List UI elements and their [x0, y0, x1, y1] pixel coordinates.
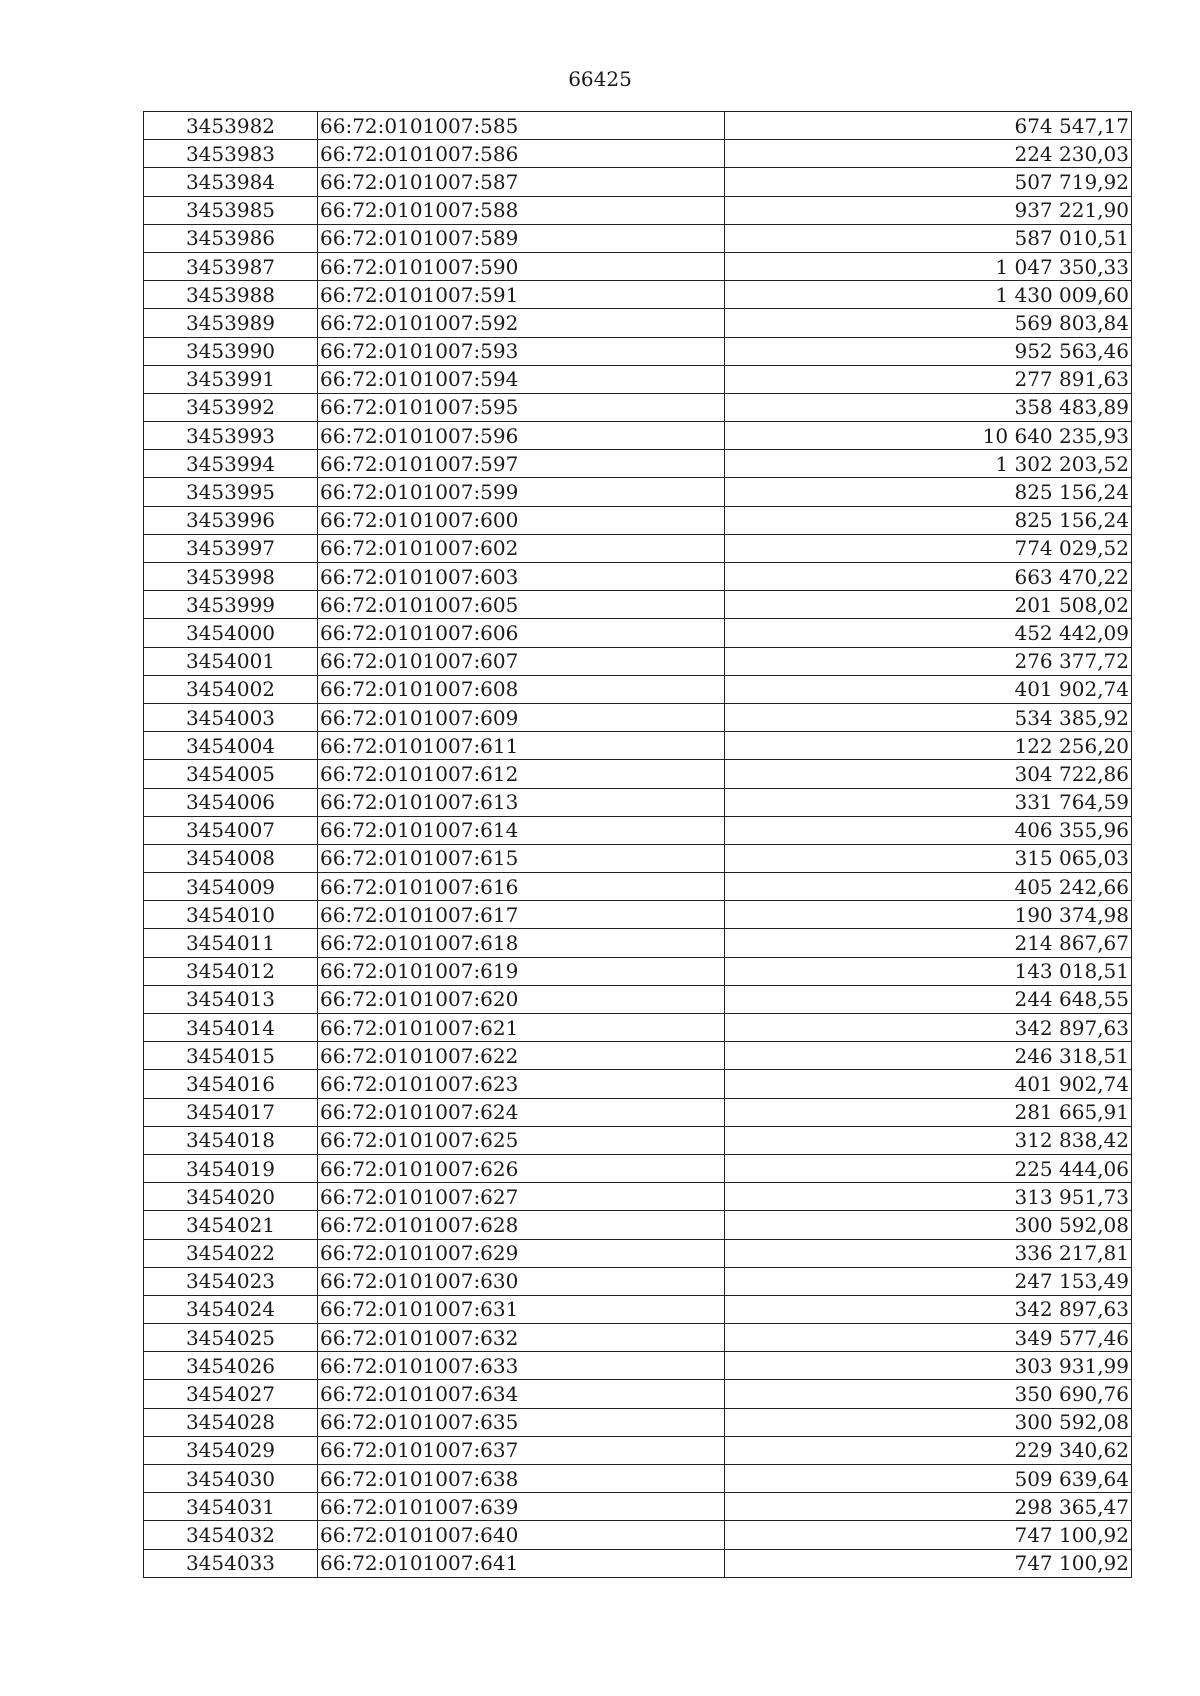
- table-body: [144, 112, 1132, 1578]
- record-number-cell: 3454017: [144, 1098, 318, 1126]
- record-number-cell: 3454008: [144, 844, 318, 872]
- cadastral-number-cell: 66:72:0101007:606: [318, 619, 725, 647]
- cadastral-number-cell: 66:72:0101007:640: [318, 1521, 725, 1549]
- record-number-cell: 3454009: [144, 873, 318, 901]
- cadastral-number-cell: 66:72:0101007:639: [318, 1493, 725, 1521]
- cadastral-value-cell: 663 470,22: [725, 563, 1132, 591]
- cadastral-value-cell: 406 355,96: [725, 816, 1132, 844]
- cadastral-number-cell: 66:72:0101007:633: [318, 1352, 725, 1380]
- table-row: [144, 1183, 1132, 1211]
- cadastral-value-cell: 509 639,64: [725, 1465, 1132, 1493]
- cadastral-number-cell: 66:72:0101007:629: [318, 1239, 725, 1267]
- record-number-cell: 3454011: [144, 929, 318, 957]
- record-number-cell: 3453991: [144, 365, 318, 393]
- cadastral-value-cell: 304 722,86: [725, 760, 1132, 788]
- cadastral-value-cell: 224 230,03: [725, 140, 1132, 168]
- cadastral-value-cell: 313 951,73: [725, 1183, 1132, 1211]
- record-number-cell: 3453985: [144, 196, 318, 224]
- table-row: [144, 337, 1132, 365]
- record-number-cell: 3454030: [144, 1465, 318, 1493]
- table-row: [144, 478, 1132, 506]
- cadastral-number-cell: 66:72:0101007:615: [318, 844, 725, 872]
- record-number-cell: 3453997: [144, 534, 318, 562]
- table-row: [144, 901, 1132, 929]
- table-row: [144, 1549, 1132, 1577]
- cadastral-number-cell: 66:72:0101007:621: [318, 1014, 725, 1042]
- cadastral-value-cell: 405 242,66: [725, 873, 1132, 901]
- cadastral-value-cell: 534 385,92: [725, 703, 1132, 731]
- record-number-cell: 3453986: [144, 224, 318, 252]
- table-row: [144, 1295, 1132, 1323]
- table-row: [144, 703, 1132, 731]
- cadastral-value-cell: 312 838,42: [725, 1126, 1132, 1154]
- record-number-cell: 3453990: [144, 337, 318, 365]
- cadastral-value-cell: 1 047 350,33: [725, 252, 1132, 280]
- table-row: [144, 1211, 1132, 1239]
- page-number: 66425: [568, 67, 632, 91]
- cadastral-value-cell: 300 592,08: [725, 1211, 1132, 1239]
- cadastral-number-cell: 66:72:0101007:585: [318, 112, 725, 140]
- cadastral-number-cell: 66:72:0101007:641: [318, 1549, 725, 1577]
- table-row: [144, 365, 1132, 393]
- table-row: [144, 732, 1132, 760]
- table-row: [144, 224, 1132, 252]
- table-row: [144, 281, 1132, 309]
- record-number-cell: 3454016: [144, 1070, 318, 1098]
- cadastral-number-cell: 66:72:0101007:619: [318, 957, 725, 985]
- record-number-cell: 3453999: [144, 591, 318, 619]
- record-number-cell: 3454019: [144, 1154, 318, 1182]
- record-number-cell: 3454023: [144, 1267, 318, 1295]
- record-number-cell: 3453987: [144, 252, 318, 280]
- cadastral-number-cell: 66:72:0101007:589: [318, 224, 725, 252]
- cadastral-number-cell: 66:72:0101007:618: [318, 929, 725, 957]
- record-number-cell: 3454010: [144, 901, 318, 929]
- cadastral-value-cell: 825 156,24: [725, 478, 1132, 506]
- table-row: [144, 1352, 1132, 1380]
- record-number-cell: 3454025: [144, 1324, 318, 1352]
- record-number-cell: 3454005: [144, 760, 318, 788]
- cadastral-value-cell: 1 302 203,52: [725, 450, 1132, 478]
- record-number-cell: 3454013: [144, 985, 318, 1013]
- cadastral-number-cell: 66:72:0101007:622: [318, 1042, 725, 1070]
- table-row: [144, 112, 1132, 140]
- table-row: [144, 450, 1132, 478]
- cadastral-value-cell: 674 547,17: [725, 112, 1132, 140]
- table-row: [144, 985, 1132, 1013]
- table-row: [144, 1465, 1132, 1493]
- cadastral-number-cell: 66:72:0101007:597: [318, 450, 725, 478]
- table-row: [144, 788, 1132, 816]
- record-number-cell: 3453989: [144, 309, 318, 337]
- table-row: [144, 1070, 1132, 1098]
- record-number-cell: 3453988: [144, 281, 318, 309]
- cadastral-number-cell: 66:72:0101007:608: [318, 675, 725, 703]
- cadastral-number-cell: 66:72:0101007:611: [318, 732, 725, 760]
- record-number-cell: 3454001: [144, 647, 318, 675]
- table-row: [144, 422, 1132, 450]
- cadastral-value-cell: 569 803,84: [725, 309, 1132, 337]
- cadastral-number-cell: 66:72:0101007:596: [318, 422, 725, 450]
- cadastral-value-cell: 747 100,92: [725, 1521, 1132, 1549]
- cadastral-value-cell: 247 153,49: [725, 1267, 1132, 1295]
- table-row: [144, 1126, 1132, 1154]
- record-number-cell: 3454015: [144, 1042, 318, 1070]
- cadastral-value-cell: 246 318,51: [725, 1042, 1132, 1070]
- record-number-cell: 3453982: [144, 112, 318, 140]
- cadastral-number-cell: 66:72:0101007:623: [318, 1070, 725, 1098]
- table-row: [144, 1014, 1132, 1042]
- cadastral-number-cell: 66:72:0101007:620: [318, 985, 725, 1013]
- cadastral-number-cell: 66:72:0101007:612: [318, 760, 725, 788]
- cadastral-number-cell: 66:72:0101007:630: [318, 1267, 725, 1295]
- record-number-cell: 3454012: [144, 957, 318, 985]
- record-number-cell: 3454029: [144, 1436, 318, 1464]
- table-row: [144, 1380, 1132, 1408]
- cadastral-number-cell: 66:72:0101007:605: [318, 591, 725, 619]
- data-table: [143, 111, 1132, 1578]
- table-row: [144, 252, 1132, 280]
- record-number-cell: 3454026: [144, 1352, 318, 1380]
- record-number-cell: 3454014: [144, 1014, 318, 1042]
- cadastral-value-cell: 358 483,89: [725, 393, 1132, 421]
- cadastral-number-cell: 66:72:0101007:602: [318, 534, 725, 562]
- cadastral-number-cell: 66:72:0101007:603: [318, 563, 725, 591]
- table-row: [144, 1267, 1132, 1295]
- cadastral-value-cell: 747 100,92: [725, 1549, 1132, 1577]
- table-row: [144, 563, 1132, 591]
- record-number-cell: 3454033: [144, 1549, 318, 1577]
- cadastral-number-cell: 66:72:0101007:634: [318, 1380, 725, 1408]
- record-number-cell: 3454006: [144, 788, 318, 816]
- table-row: [144, 1436, 1132, 1464]
- record-number-cell: 3454020: [144, 1183, 318, 1211]
- cadastral-value-cell: 201 508,02: [725, 591, 1132, 619]
- table-row: [144, 591, 1132, 619]
- cadastral-number-cell: 66:72:0101007:616: [318, 873, 725, 901]
- record-number-cell: 3454021: [144, 1211, 318, 1239]
- cadastral-value-cell: 507 719,92: [725, 168, 1132, 196]
- cadastral-value-cell: 825 156,24: [725, 506, 1132, 534]
- cadastral-value-cell: 401 902,74: [725, 1070, 1132, 1098]
- cadastral-number-cell: 66:72:0101007:635: [318, 1408, 725, 1436]
- record-number-cell: 3453995: [144, 478, 318, 506]
- table-row: [144, 1239, 1132, 1267]
- record-number-cell: 3454007: [144, 816, 318, 844]
- record-number-cell: 3453996: [144, 506, 318, 534]
- table-row: [144, 393, 1132, 421]
- table-row: [144, 647, 1132, 675]
- cadastral-value-cell: 342 897,63: [725, 1014, 1132, 1042]
- cadastral-number-cell: 66:72:0101007:600: [318, 506, 725, 534]
- table-row: [144, 619, 1132, 647]
- cadastral-value-cell: 937 221,90: [725, 196, 1132, 224]
- cadastral-number-cell: 66:72:0101007:632: [318, 1324, 725, 1352]
- table-row: [144, 196, 1132, 224]
- cadastral-number-cell: 66:72:0101007:624: [318, 1098, 725, 1126]
- table-row: [144, 140, 1132, 168]
- table-row: [144, 506, 1132, 534]
- cadastral-number-cell: 66:72:0101007:588: [318, 196, 725, 224]
- record-number-cell: 3454018: [144, 1126, 318, 1154]
- cadastral-value-cell: 229 340,62: [725, 1436, 1132, 1464]
- record-number-cell: 3453998: [144, 563, 318, 591]
- table-row: [144, 1042, 1132, 1070]
- record-number-cell: 3454032: [144, 1521, 318, 1549]
- cadastral-value-cell: 244 648,55: [725, 985, 1132, 1013]
- cadastral-value-cell: 190 374,98: [725, 901, 1132, 929]
- cadastral-value-cell: 350 690,76: [725, 1380, 1132, 1408]
- table-row: [144, 1154, 1132, 1182]
- cadastral-number-cell: 66:72:0101007:594: [318, 365, 725, 393]
- cadastral-number-cell: 66:72:0101007:593: [318, 337, 725, 365]
- cadastral-value-cell: 1 430 009,60: [725, 281, 1132, 309]
- cadastral-number-cell: 66:72:0101007:595: [318, 393, 725, 421]
- table-row: [144, 760, 1132, 788]
- record-number-cell: 3454022: [144, 1239, 318, 1267]
- cadastral-value-cell: 277 891,63: [725, 365, 1132, 393]
- cadastral-number-cell: 66:72:0101007:592: [318, 309, 725, 337]
- cadastral-value-cell: 587 010,51: [725, 224, 1132, 252]
- cadastral-number-cell: 66:72:0101007:614: [318, 816, 725, 844]
- cadastral-number-cell: 66:72:0101007:617: [318, 901, 725, 929]
- table-row: [144, 1408, 1132, 1436]
- cadastral-number-cell: 66:72:0101007:626: [318, 1154, 725, 1182]
- record-number-cell: 3453993: [144, 422, 318, 450]
- record-number-cell: 3454002: [144, 675, 318, 703]
- cadastral-value-cell: 452 442,09: [725, 619, 1132, 647]
- cadastral-number-cell: 66:72:0101007:627: [318, 1183, 725, 1211]
- cadastral-value-cell: 122 256,20: [725, 732, 1132, 760]
- record-number-cell: 3453983: [144, 140, 318, 168]
- record-number-cell: 3454031: [144, 1493, 318, 1521]
- table-row: [144, 1521, 1132, 1549]
- cadastral-value-cell: 349 577,46: [725, 1324, 1132, 1352]
- cadastral-number-cell: 66:72:0101007:599: [318, 478, 725, 506]
- record-number-cell: 3454004: [144, 732, 318, 760]
- table-row: [144, 844, 1132, 872]
- cadastral-value-cell: 331 764,59: [725, 788, 1132, 816]
- cadastral-value-cell: 143 018,51: [725, 957, 1132, 985]
- cadastral-value-cell: 303 931,99: [725, 1352, 1132, 1380]
- cadastral-value-cell: 401 902,74: [725, 675, 1132, 703]
- cadastral-number-cell: 66:72:0101007:638: [318, 1465, 725, 1493]
- cadastral-number-cell: 66:72:0101007:591: [318, 281, 725, 309]
- record-number-cell: 3453994: [144, 450, 318, 478]
- cadastral-value-cell: 774 029,52: [725, 534, 1132, 562]
- cadastral-number-cell: 66:72:0101007:631: [318, 1295, 725, 1323]
- table-row: [144, 309, 1132, 337]
- table-row: [144, 873, 1132, 901]
- cadastral-value-cell: 298 365,47: [725, 1493, 1132, 1521]
- cadastral-number-cell: 66:72:0101007:586: [318, 140, 725, 168]
- cadastral-value-cell: 315 065,03: [725, 844, 1132, 872]
- cadastral-value-cell: 336 217,81: [725, 1239, 1132, 1267]
- cadastral-value-cell: 10 640 235,93: [725, 422, 1132, 450]
- cadastral-number-cell: 66:72:0101007:609: [318, 703, 725, 731]
- table-row: [144, 1324, 1132, 1352]
- table-row: [144, 534, 1132, 562]
- record-number-cell: 3454028: [144, 1408, 318, 1436]
- cadastral-number-cell: 66:72:0101007:587: [318, 168, 725, 196]
- cadastral-number-cell: 66:72:0101007:607: [318, 647, 725, 675]
- record-number-cell: 3453992: [144, 393, 318, 421]
- cadastral-number-cell: 66:72:0101007:628: [318, 1211, 725, 1239]
- table-row: [144, 675, 1132, 703]
- cadastral-value-cell: 952 563,46: [725, 337, 1132, 365]
- table-row: [144, 1098, 1132, 1126]
- table-row: [144, 957, 1132, 985]
- cadastral-number-cell: 66:72:0101007:625: [318, 1126, 725, 1154]
- record-number-cell: 3453984: [144, 168, 318, 196]
- cadastral-value-cell: 214 867,67: [725, 929, 1132, 957]
- table-row: [144, 929, 1132, 957]
- table-row: [144, 816, 1132, 844]
- record-number-cell: 3454000: [144, 619, 318, 647]
- cadastral-number-cell: 66:72:0101007:637: [318, 1436, 725, 1464]
- cadastral-value-cell: 225 444,06: [725, 1154, 1132, 1182]
- cadastral-value-cell: 342 897,63: [725, 1295, 1132, 1323]
- table-row: [144, 168, 1132, 196]
- cadastral-value-cell: 281 665,91: [725, 1098, 1132, 1126]
- record-number-cell: 3454027: [144, 1380, 318, 1408]
- cadastral-value-cell: 300 592,08: [725, 1408, 1132, 1436]
- cadastral-value-cell: 276 377,72: [725, 647, 1132, 675]
- table-row: [144, 1493, 1132, 1521]
- record-number-cell: 3454003: [144, 703, 318, 731]
- record-number-cell: 3454024: [144, 1295, 318, 1323]
- cadastral-number-cell: 66:72:0101007:590: [318, 252, 725, 280]
- cadastral-number-cell: 66:72:0101007:613: [318, 788, 725, 816]
